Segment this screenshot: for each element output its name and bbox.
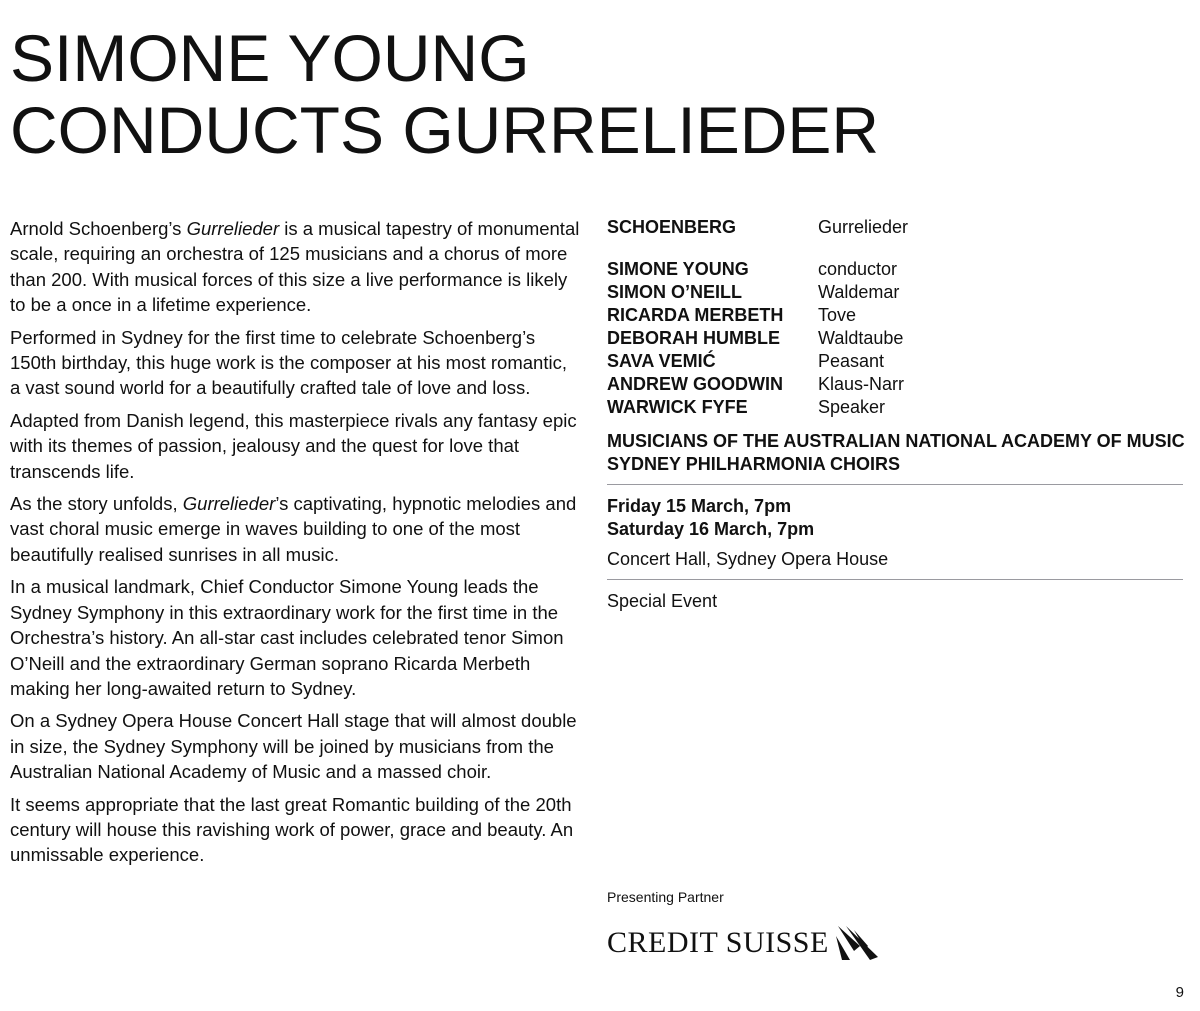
event-type: Special Event [607,591,718,611]
cast-row: SIMON O’NEILL Waldemar [607,282,900,302]
presenting-partner-label: Presenting Partner [607,889,724,905]
ensemble-line-1: MUSICIANS OF THE AUSTRALIAN NATIONAL ACADEMY OF MUSIC [607,431,1185,451]
sails-icon [834,924,880,962]
cast-row: WARWICK FYFE Speaker [607,397,886,417]
page-number: 9 [1175,984,1184,1001]
performance-date-1: Friday 15 March, 7pm [607,496,792,516]
cast-row: SIMONE YOUNG conductor [607,259,898,279]
paragraph-5: In a musical landmark, Chief Conductor Simone Young leads the Sydney Symphony in this extraordinary work for the first time in the Orchestra’s history. An all-star cast includes celebrated tenor Simon O’Neill and the extraordinary German soprano Ricarda Merbeth making her long-awaited return to Sydney. [10,576,564,699]
cast-row: RICARDA MERBETH Tove [607,305,857,325]
cast-row: SAVA VEMIĆ Peasant [607,351,885,371]
title-line-1: SIMONE YOUNG [10,21,530,95]
program-row [607,216,1187,239]
title-line-2: CONDUCTS GURRELIEDER [10,93,880,167]
work-name: Gurrelieder [818,217,909,237]
cast-list [607,258,1187,419]
performance-date-2: Saturday 16 March, 7pm [607,519,815,539]
paragraph-7: It seems appropriate that the last great Romantic building of the 20th century will house this ravishing work of power, grace and beauty. An unmissable experience. [10,793,574,866]
work-title-italic: Gurrelieder [186,218,280,239]
credit-suisse-logo [607,924,880,962]
logo-wordmark: CREDIT SUISSE [607,926,829,959]
paragraph-4: As the story unfolds, Gurrelieder’s captivating, hypnotic melodies and vast choral music emerge in waves building to one of the most beautifully realised sunrises in all music. [10,493,577,565]
venue: Concert Hall, Sydney Opera House [607,549,889,569]
paragraph-1: Arnold Schoenberg’s Gurrelieder is a musical tapestry of monumental scale, requiring an orchestra of 125 musicians and a chorus of more than 200. With musical forces of this size a live performance is likely to be a once in a lifetime experience. [10,218,580,316]
description-column [10,216,580,875]
cast-row: ANDREW GOODWIN Klaus-Narr [607,374,905,394]
program-details [607,216,1187,613]
ensemble-line-2: SYDNEY PHILHARMONIA CHOIRS [607,454,901,474]
divider [607,579,1183,580]
work-title-italic: Gurrelieder [182,493,276,515]
paragraph-3: Adapted from Danish legend, this masterpiece rivals any fantasy epic with its themes of passion, jealousy and the quest for love that transcends life. [10,409,577,482]
divider [607,484,1183,485]
cast-row: DEBORAH HUMBLE Waldtaube [607,328,904,348]
page-title [10,22,879,166]
paragraph-2: Performed in Sydney for the first time to celebrate Schoenberg’s 150th birthday, this huge work is the composer at his most romantic, a vast sound world for a beautifully crafted tale of love and loss. [10,326,567,399]
composer-name: SCHOENBERG [607,217,737,237]
paragraph-6: On a Sydney Opera House Concert Hall stage that will almost double in size, the Sydney Symphony will be joined by musicians from the Australian National Academy of Music and a massed choir. [10,710,577,783]
